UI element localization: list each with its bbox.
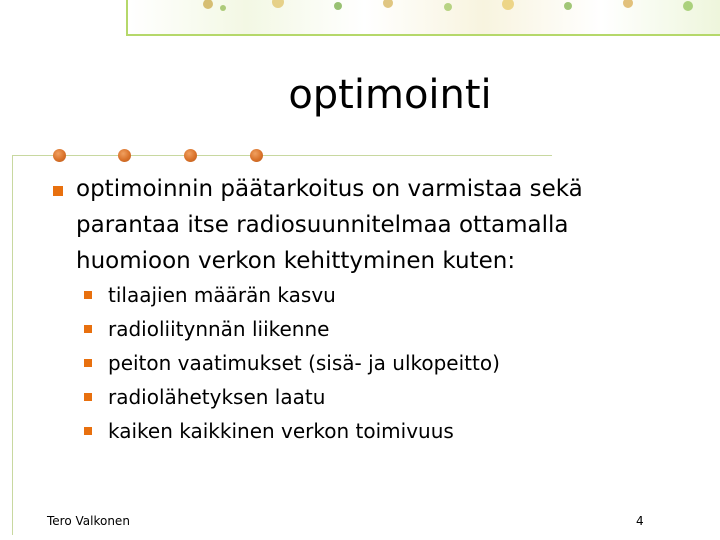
decorative-banner (126, 0, 720, 36)
sub-bullet-list (84, 278, 500, 448)
list-item-label: peiton vaatimukset (sisä- ja ulkopeitto) (108, 351, 500, 375)
decorative-dot-icon (118, 149, 131, 162)
decorative-dot-icon (53, 149, 66, 162)
list-item-label: tilaajien määrän kasvu (108, 283, 336, 307)
list-item (84, 278, 500, 312)
page-number: 4 (636, 514, 644, 528)
floral-pattern-icon (128, 0, 720, 36)
list-item (84, 312, 500, 346)
decorative-dot-icon (250, 149, 263, 162)
list-item (84, 414, 500, 448)
list-item-label: radioliitynnän liikenne (108, 317, 330, 341)
square-bullet-icon (53, 186, 63, 196)
list-item-label: kaiken kaikkinen verkon toimivuus (108, 419, 454, 443)
horizontal-divider (12, 155, 552, 156)
square-bullet-icon (84, 359, 92, 367)
list-item (84, 346, 500, 380)
square-bullet-icon (84, 427, 92, 435)
list-item-label: radiolähetyksen laatu (108, 385, 326, 409)
square-bullet-icon (84, 325, 92, 333)
decorative-dot-icon (184, 149, 197, 162)
slide-title: optimointi (288, 72, 492, 118)
vertical-divider (12, 155, 13, 535)
footer-author: Tero Valkonen (47, 514, 130, 528)
list-item (84, 380, 500, 414)
square-bullet-icon (84, 393, 92, 401)
square-bullet-icon (84, 291, 92, 299)
main-bullet-text: optimoinnin päätarkoitus on varmistaa sekä parantaa itse radiosuunnitelmaa ottamalla huomioon verkon kehittyminen kuten: (76, 176, 583, 274)
